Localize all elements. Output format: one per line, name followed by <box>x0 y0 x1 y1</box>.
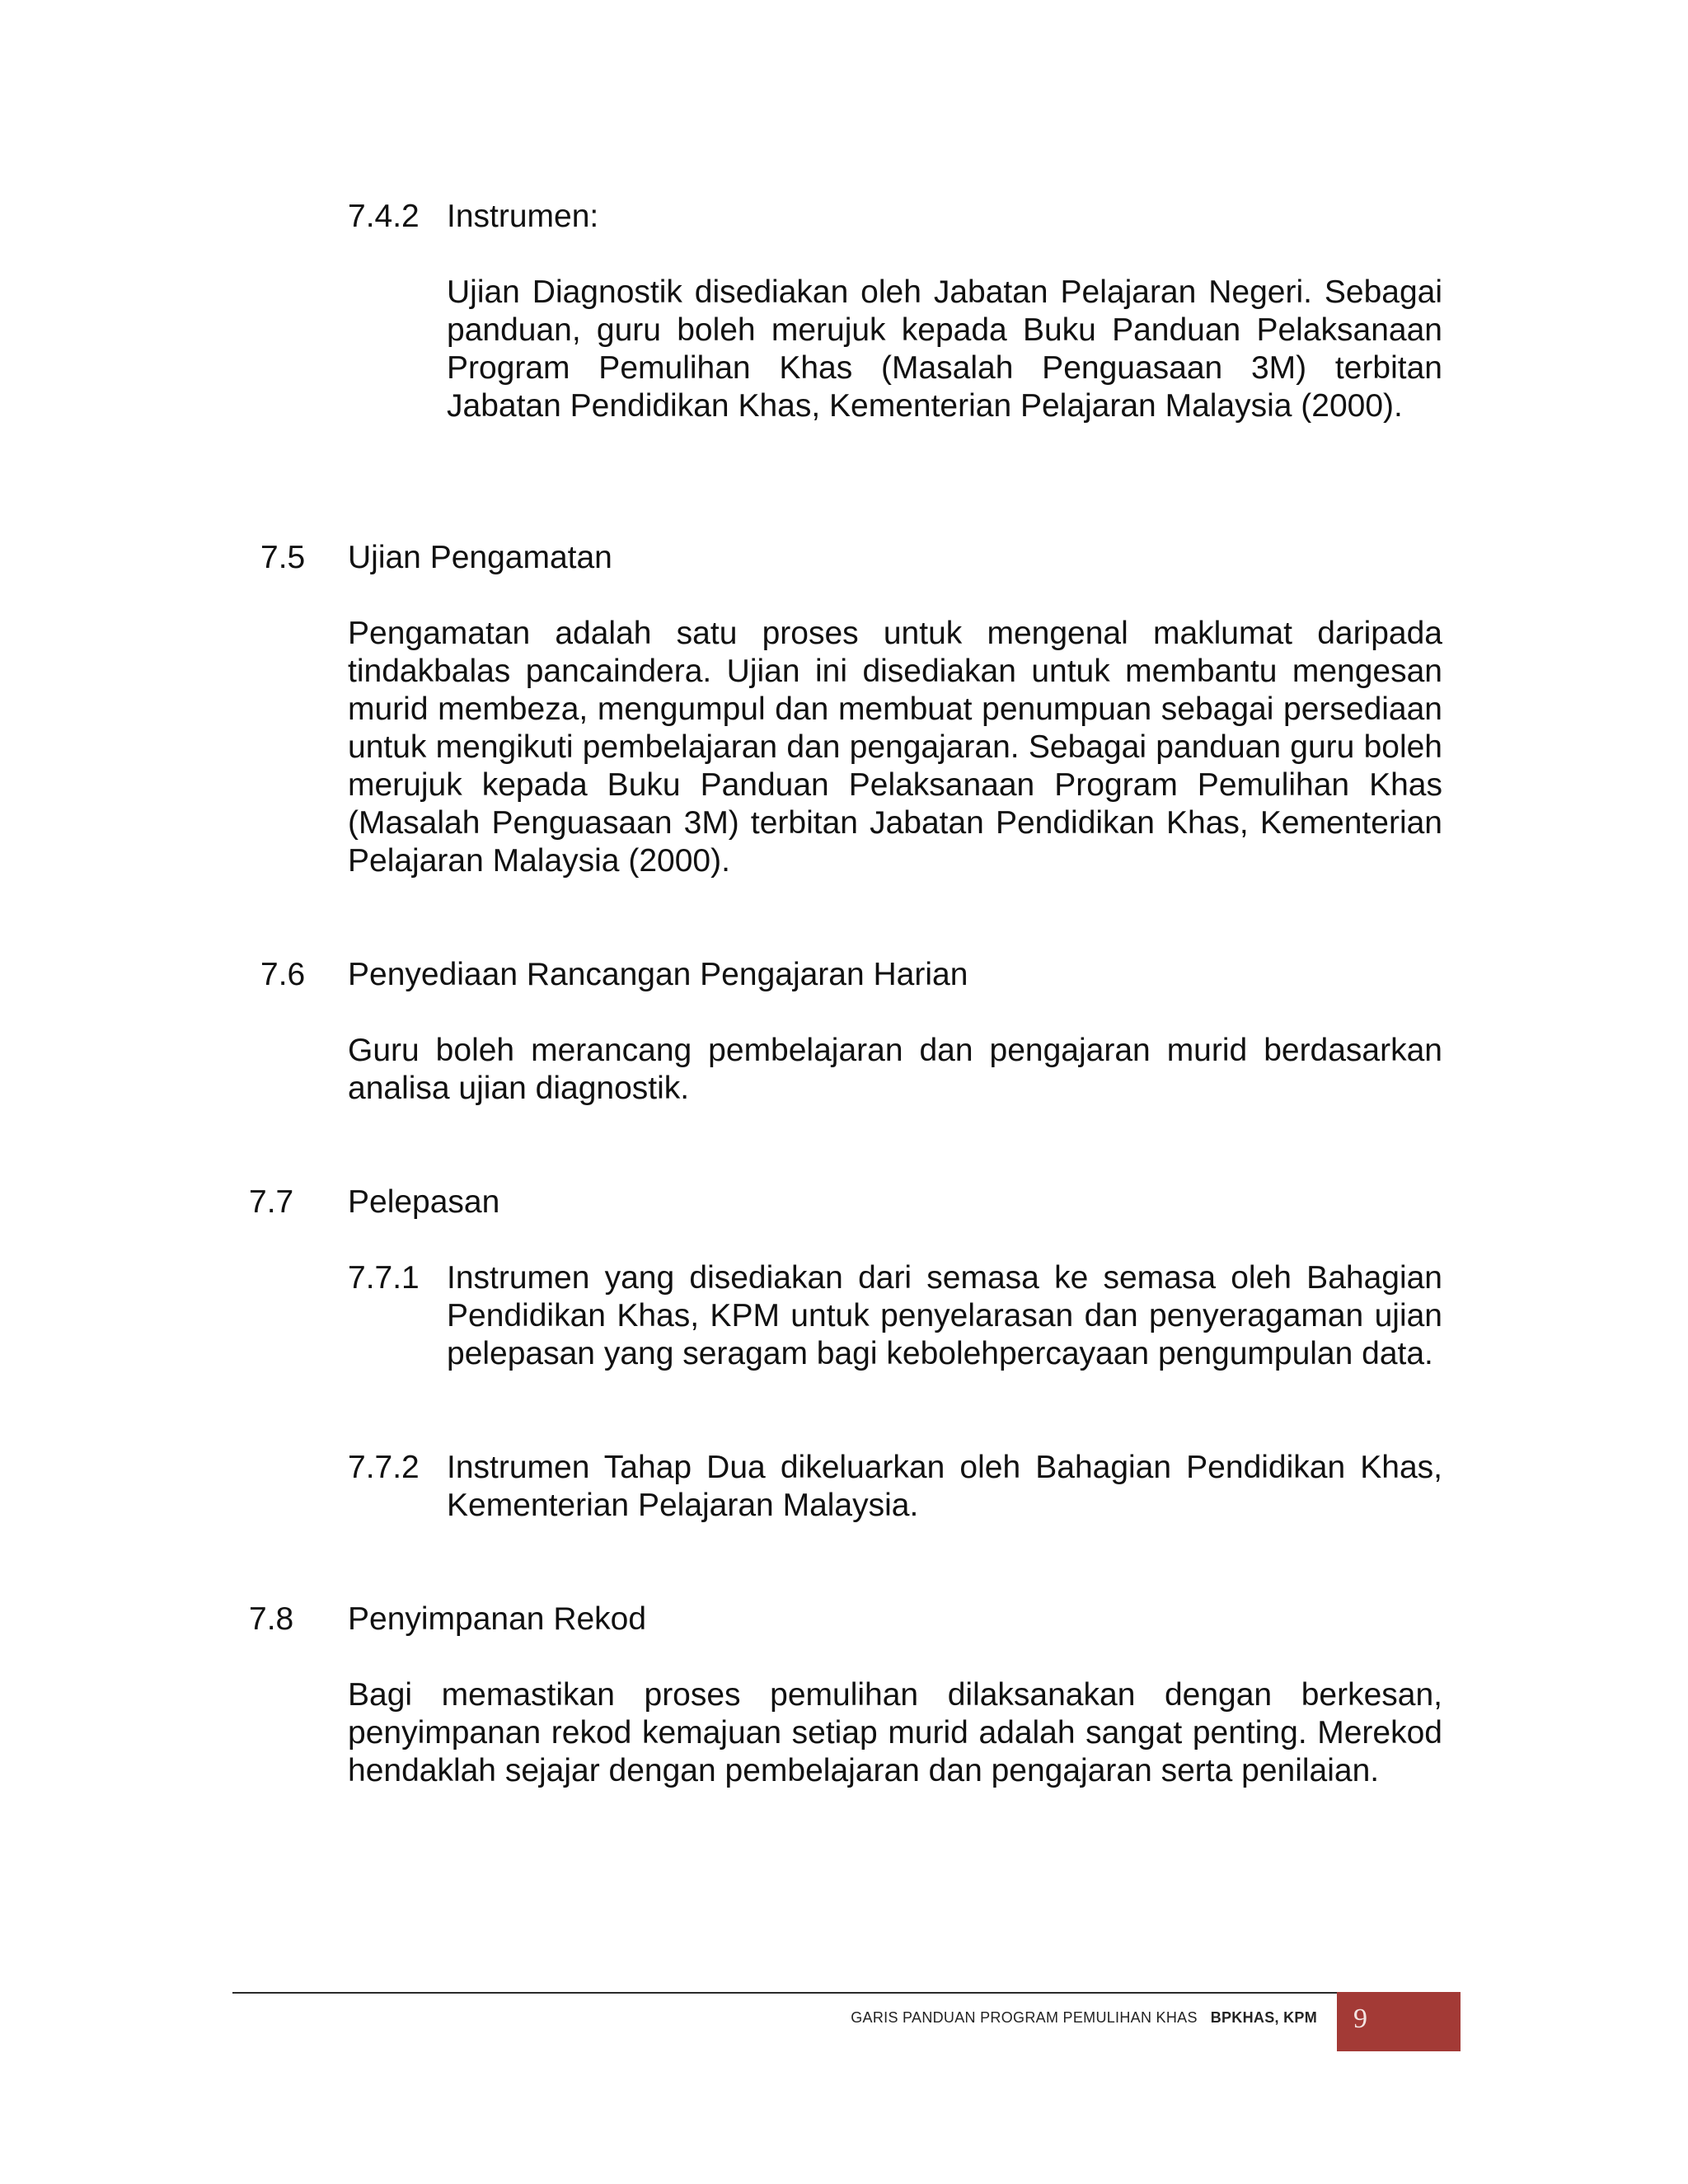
footer-caption <box>851 2009 1317 2027</box>
subsection-number: 7.7.2 <box>348 1450 420 1485</box>
section-paragraph: Ujian Diagnostik disediakan oleh Jabatan Pelajaran Negeri. Sebagai panduan, guru boleh merujuk kepada Buku Panduan Pelaksanaan Program Pemulihan Khas (Masalah Penguasaan 3M) terbitan Jabatan Pendidikan Khas, Kementerian Pelajaran Malaysia (2000). <box>447 274 1442 424</box>
subsection-paragraph: Instrumen Tahap Dua dikeluarkan oleh Bahagian Pendidikan Khas, Kementerian Pelajaran Malaysia. <box>447 1450 1442 1523</box>
section-heading: Penyimpanan Rekod <box>348 1601 647 1637</box>
page-number-box <box>1337 1992 1461 2051</box>
section-paragraph: Pengamatan adalah satu proses untuk mengenal maklumat daripada tindakbalas pancaindera. Ujian ini disediakan untuk membantu mengesan murid membeza, mengumpul dan membuat penumpuan sebagai persediaan untuk mengikuti pembelajaran dan pengajaran. Sebagai panduan guru boleh merujuk kepada Buku Panduan Pelaksanaan Program Pemulihan Khas (Masalah Penguasaan 3M) terbitan Jabatan Pendidikan Khas, Kementerian Pelajaran Malaysia (2000). <box>348 616 1442 879</box>
section-heading: Instrumen: <box>447 199 599 234</box>
section-heading: Pelepasan <box>348 1184 500 1220</box>
page-number: 9 <box>1353 2004 1367 2034</box>
section-paragraph: Guru boleh merancang pembelajaran dan pengajaran murid berdasarkan analisa ujian diagnostik. <box>348 1033 1442 1106</box>
section-number: 7.6 <box>260 957 306 992</box>
section-heading: Ujian Pengamatan <box>348 540 612 575</box>
subsection-number: 7.7.1 <box>348 1260 420 1296</box>
footer-divider <box>232 1992 1337 1994</box>
footer-organization: BPKHAS, KPM <box>1210 2009 1317 2026</box>
section-heading: Penyediaan Rancangan Pengajaran Harian <box>348 957 968 992</box>
section-number: 7.8 <box>249 1601 294 1637</box>
footer-title: GARIS PANDUAN PROGRAM PEMULIHAN KHAS <box>851 2009 1198 2026</box>
section-paragraph: Bagi memastikan proses pemulihan dilaksanakan dengan berkesan, penyimpanan rekod kemajuan setiap murid adalah sangat penting. Merekod hendaklah sejajar dengan pembelajaran dan pengajaran serta penilaian. <box>348 1677 1442 1788</box>
section-number: 7.4.2 <box>348 199 420 234</box>
section-number: 7.5 <box>260 540 306 575</box>
subsection-paragraph: Instrumen yang disediakan dari semasa ke semasa oleh Bahagian Pendidikan Khas, KPM untuk penyelarasan dan penyeragaman ujian pelepasan yang seragam bagi kebolehpercayaan pengumpulan data. <box>447 1260 1442 1371</box>
section-number: 7.7 <box>249 1184 294 1220</box>
